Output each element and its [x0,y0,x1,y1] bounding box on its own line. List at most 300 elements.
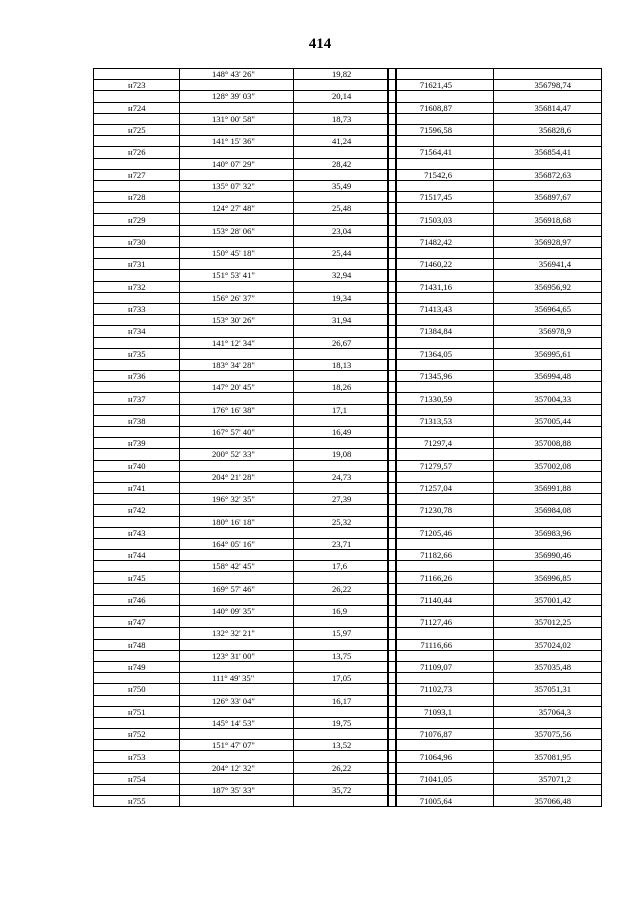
y-coordinate-cell: 356983,96 [494,527,602,538]
x-coordinate-cell [396,673,494,684]
bearing-cell [180,684,294,695]
y-coordinate-cell: 356964,65 [494,303,602,314]
y-coordinate-cell [494,628,602,639]
segment-row [94,315,602,326]
distance-cell: 24,73 [294,471,388,482]
point-row [94,214,602,225]
distance-cell [294,393,388,404]
point-row [94,527,602,538]
x-coordinate-cell [396,717,494,728]
x-coordinate-cell: 71297,4 [396,438,494,449]
x-coordinate-cell [396,740,494,751]
point-name-cell [94,203,180,214]
point-name-cell [94,270,180,281]
y-coordinate-cell [494,180,602,191]
point-name-cell: н744 [94,550,180,561]
point-row [94,773,602,784]
y-coordinate-cell [494,606,602,617]
bearing-cell [180,326,294,337]
segment-row [94,785,602,796]
point-row [94,639,602,650]
bearing-cell: 164° 05' 16" [180,538,294,549]
distance-cell [294,572,388,583]
point-name-cell [94,740,180,751]
y-coordinate-cell [494,583,602,594]
point-name-cell [94,315,180,326]
x-coordinate-cell: 71166,26 [396,572,494,583]
distance-cell [294,236,388,247]
y-coordinate-cell: 357024,02 [494,639,602,650]
separator-cell [388,583,396,594]
point-name-cell [94,561,180,572]
distance-cell: 26,22 [294,762,388,773]
x-coordinate-cell [396,583,494,594]
distance-cell [294,594,388,605]
separator-cell [388,225,396,236]
y-coordinate-cell: 356897,67 [494,192,602,203]
x-coordinate-cell: 71076,87 [396,729,494,740]
segment-row [94,673,602,684]
distance-cell [294,169,388,180]
y-coordinate-cell: 356854,41 [494,147,602,158]
point-row [94,505,602,516]
x-coordinate-cell: 71116,66 [396,639,494,650]
point-name-cell: н729 [94,214,180,225]
point-name-cell: н737 [94,393,180,404]
separator-cell [388,158,396,169]
segment-row [94,225,602,236]
separator-cell [388,550,396,561]
distance-cell [294,751,388,762]
x-coordinate-cell: 71542,6 [396,169,494,180]
y-coordinate-cell [494,494,602,505]
x-coordinate-cell [396,382,494,393]
x-coordinate-cell [396,315,494,326]
separator-cell [388,527,396,538]
separator-cell [388,248,396,259]
distance-cell: 28,42 [294,158,388,169]
y-coordinate-cell [494,471,602,482]
bearing-cell [180,393,294,404]
point-name-cell [94,516,180,527]
x-coordinate-cell [396,785,494,796]
x-coordinate-cell [396,203,494,214]
bearing-cell [180,572,294,583]
segment-row [94,762,602,773]
x-coordinate-cell: 71364,05 [396,348,494,359]
x-coordinate-cell [396,180,494,191]
distance-cell [294,617,388,628]
point-name-cell [94,225,180,236]
point-name-cell [94,785,180,796]
y-coordinate-cell [494,673,602,684]
bearing-cell: 167° 57' 40" [180,427,294,438]
separator-cell [388,673,396,684]
point-row [94,438,602,449]
bearing-cell: 148° 43' 26" [180,69,294,80]
point-row [94,796,602,807]
x-coordinate-cell [396,628,494,639]
point-name-cell: н742 [94,505,180,516]
point-name-cell [94,471,180,482]
distance-cell: 18,13 [294,359,388,370]
separator-cell [388,438,396,449]
separator-cell [388,180,396,191]
distance-cell [294,80,388,91]
point-name-cell [94,449,180,460]
bearing-cell: 141° 15' 36" [180,136,294,147]
y-coordinate-cell [494,404,602,415]
x-coordinate-cell: 71140,44 [396,594,494,605]
bearing-cell [180,482,294,493]
point-row [94,393,602,404]
bearing-cell [180,617,294,628]
y-coordinate-cell [494,561,602,572]
segment-row [94,494,602,505]
point-row [94,594,602,605]
point-name-cell [94,292,180,303]
x-coordinate-cell [396,449,494,460]
bearing-cell [180,80,294,91]
segment-row [94,91,602,102]
x-coordinate-cell: 71064,96 [396,751,494,762]
x-coordinate-cell [396,91,494,102]
point-name-cell: н753 [94,751,180,762]
separator-cell [388,326,396,337]
distance-cell: 35,72 [294,785,388,796]
distance-cell [294,281,388,292]
point-name-cell [94,427,180,438]
y-coordinate-cell: 356814,47 [494,102,602,113]
distance-cell: 15,97 [294,628,388,639]
table-body [94,69,602,807]
point-name-cell [94,248,180,259]
point-row [94,729,602,740]
x-coordinate-cell: 71460,22 [396,259,494,270]
bearing-cell: 128° 39' 03" [180,91,294,102]
bearing-cell [180,192,294,203]
y-coordinate-cell: 357005,44 [494,415,602,426]
point-row [94,661,602,672]
y-coordinate-cell [494,762,602,773]
segment-row [94,203,602,214]
separator-cell [388,762,396,773]
distance-cell: 17,05 [294,673,388,684]
x-coordinate-cell: 71431,16 [396,281,494,292]
point-name-cell [94,136,180,147]
separator-cell [388,460,396,471]
survey-coordinates-table [93,68,602,807]
separator-cell [388,136,396,147]
distance-cell [294,192,388,203]
point-row [94,102,602,113]
bearing-cell: 200° 52' 33" [180,449,294,460]
point-name-cell [94,583,180,594]
y-coordinate-cell [494,158,602,169]
point-name-cell [94,113,180,124]
point-name-cell: н733 [94,303,180,314]
separator-cell [388,639,396,650]
bearing-cell: 153° 30' 26" [180,315,294,326]
point-row [94,259,602,270]
y-coordinate-cell: 356990,46 [494,550,602,561]
y-coordinate-cell [494,650,602,661]
point-name-cell: н736 [94,371,180,382]
distance-cell [294,102,388,113]
x-coordinate-cell [396,158,494,169]
y-coordinate-cell: 356994,48 [494,371,602,382]
segment-row [94,650,602,661]
separator-cell [388,192,396,203]
bearing-cell [180,102,294,113]
point-row [94,124,602,135]
x-coordinate-cell [396,270,494,281]
distance-cell [294,684,388,695]
point-name-cell [94,359,180,370]
separator-cell [388,538,396,549]
y-coordinate-cell [494,695,602,706]
bearing-cell [180,505,294,516]
point-name-cell: н723 [94,80,180,91]
separator-cell [388,270,396,281]
segment-row [94,740,602,751]
y-coordinate-cell: 356918,68 [494,214,602,225]
point-name-cell: н752 [94,729,180,740]
point-name-cell: н754 [94,773,180,784]
separator-cell [388,303,396,314]
bearing-cell: 123° 31' 00" [180,650,294,661]
separator-cell [388,382,396,393]
distance-cell: 19,34 [294,292,388,303]
x-coordinate-cell: 71564,41 [396,147,494,158]
distance-cell [294,661,388,672]
point-name-cell: н745 [94,572,180,583]
y-coordinate-cell: 357001,42 [494,594,602,605]
x-coordinate-cell: 71279,57 [396,460,494,471]
distance-cell [294,214,388,225]
separator-cell [388,124,396,135]
segment-row [94,583,602,594]
bearing-cell [180,796,294,807]
separator-cell [388,102,396,113]
x-coordinate-cell: 71330,59 [396,393,494,404]
y-coordinate-cell [494,449,602,460]
bearing-cell: 176° 16' 38" [180,404,294,415]
x-coordinate-cell: 71482,42 [396,236,494,247]
bearing-cell [180,348,294,359]
y-coordinate-cell: 357071,2 [494,773,602,784]
y-coordinate-cell: 357081,95 [494,751,602,762]
point-name-cell [94,382,180,393]
x-coordinate-cell [396,516,494,527]
distance-cell [294,303,388,314]
separator-cell [388,393,396,404]
distance-cell [294,415,388,426]
y-coordinate-cell [494,337,602,348]
point-name-cell: н725 [94,124,180,135]
separator-cell [388,751,396,762]
bearing-cell: 151° 53' 41" [180,270,294,281]
x-coordinate-cell: 71102,73 [396,684,494,695]
separator-cell [388,740,396,751]
x-coordinate-cell: 71596,58 [396,124,494,135]
point-row [94,460,602,471]
x-coordinate-cell [396,225,494,236]
point-name-cell: н727 [94,169,180,180]
bearing-cell [180,303,294,314]
distance-cell: 25,32 [294,516,388,527]
distance-cell [294,550,388,561]
y-coordinate-cell: 357002,08 [494,460,602,471]
point-name-cell: н739 [94,438,180,449]
bearing-cell [180,460,294,471]
x-coordinate-cell: 71109,07 [396,661,494,672]
point-name-cell [94,650,180,661]
bearing-cell [180,371,294,382]
distance-cell [294,460,388,471]
distance-cell: 41,24 [294,136,388,147]
separator-cell [388,203,396,214]
segment-row [94,158,602,169]
point-row [94,751,602,762]
point-row [94,684,602,695]
separator-cell [388,69,396,80]
bearing-cell: 183° 34' 28" [180,359,294,370]
separator-cell [388,706,396,717]
separator-cell [388,773,396,784]
separator-cell [388,371,396,382]
point-name-cell [94,606,180,617]
x-coordinate-cell [396,427,494,438]
segment-row [94,538,602,549]
point-row [94,169,602,180]
x-coordinate-cell: 71608,87 [396,102,494,113]
x-coordinate-cell [396,337,494,348]
y-coordinate-cell [494,91,602,102]
y-coordinate-cell: 356872,63 [494,169,602,180]
separator-cell [388,516,396,527]
y-coordinate-cell [494,113,602,124]
bearing-cell: 140° 09' 35" [180,606,294,617]
distance-cell: 13,75 [294,650,388,661]
bearing-cell [180,639,294,650]
x-coordinate-cell: 71517,45 [396,192,494,203]
y-coordinate-cell [494,203,602,214]
y-coordinate-cell: 356978,9 [494,326,602,337]
separator-cell [388,348,396,359]
point-row [94,80,602,91]
point-name-cell [94,695,180,706]
y-coordinate-cell: 357075,56 [494,729,602,740]
bearing-cell [180,214,294,225]
x-coordinate-cell: 71005,64 [396,796,494,807]
bearing-cell [180,661,294,672]
x-coordinate-cell [396,650,494,661]
distance-cell [294,527,388,538]
point-row [94,147,602,158]
bearing-cell [180,281,294,292]
y-coordinate-cell: 356928,97 [494,236,602,247]
x-coordinate-cell [396,538,494,549]
bearing-cell: 158° 42' 45" [180,561,294,572]
x-coordinate-cell: 71093,1 [396,706,494,717]
x-coordinate-cell: 71205,46 [396,527,494,538]
bearing-cell: 140° 07' 29" [180,158,294,169]
bearing-cell: 132° 32' 21" [180,628,294,639]
point-row [94,617,602,628]
separator-cell [388,650,396,661]
distance-cell: 13,52 [294,740,388,751]
segment-row [94,717,602,728]
bearing-cell [180,594,294,605]
segment-row [94,292,602,303]
separator-cell [388,717,396,728]
distance-cell: 20,14 [294,91,388,102]
y-coordinate-cell: 356995,61 [494,348,602,359]
x-coordinate-cell [396,69,494,80]
point-row [94,706,602,717]
separator-cell [388,494,396,505]
point-name-cell: н755 [94,796,180,807]
point-name-cell: н734 [94,326,180,337]
point-name-cell: н743 [94,527,180,538]
x-coordinate-cell: 71230,78 [396,505,494,516]
x-coordinate-cell: 71384,84 [396,326,494,337]
y-coordinate-cell: 357066,48 [494,796,602,807]
point-name-cell: н748 [94,639,180,650]
point-name-cell: н731 [94,259,180,270]
segment-row [94,516,602,527]
distance-cell [294,259,388,270]
distance-cell: 35,49 [294,180,388,191]
bearing-cell [180,527,294,538]
point-row [94,371,602,382]
segment-row [94,628,602,639]
y-coordinate-cell [494,270,602,281]
x-coordinate-cell: 71127,46 [396,617,494,628]
point-name-cell [94,91,180,102]
separator-cell [388,661,396,672]
distance-cell: 16,9 [294,606,388,617]
separator-cell [388,482,396,493]
page-number: 414 [308,36,332,52]
distance-cell: 25,48 [294,203,388,214]
point-name-cell: н732 [94,281,180,292]
y-coordinate-cell [494,359,602,370]
separator-cell [388,236,396,247]
distance-cell [294,438,388,449]
separator-cell [388,415,396,426]
y-coordinate-cell: 356996,85 [494,572,602,583]
y-coordinate-cell: 357051,31 [494,684,602,695]
point-row [94,303,602,314]
distance-cell [294,371,388,382]
y-coordinate-cell [494,225,602,236]
separator-cell [388,147,396,158]
segment-row [94,136,602,147]
separator-cell [388,91,396,102]
point-name-cell [94,337,180,348]
distance-cell: 16,49 [294,427,388,438]
bearing-cell: 204° 21' 28" [180,471,294,482]
distance-cell [294,729,388,740]
bearing-cell [180,773,294,784]
point-name-cell [94,69,180,80]
x-coordinate-cell [396,494,494,505]
separator-cell [388,449,396,460]
distance-cell: 19,08 [294,449,388,460]
point-name-cell [94,180,180,191]
